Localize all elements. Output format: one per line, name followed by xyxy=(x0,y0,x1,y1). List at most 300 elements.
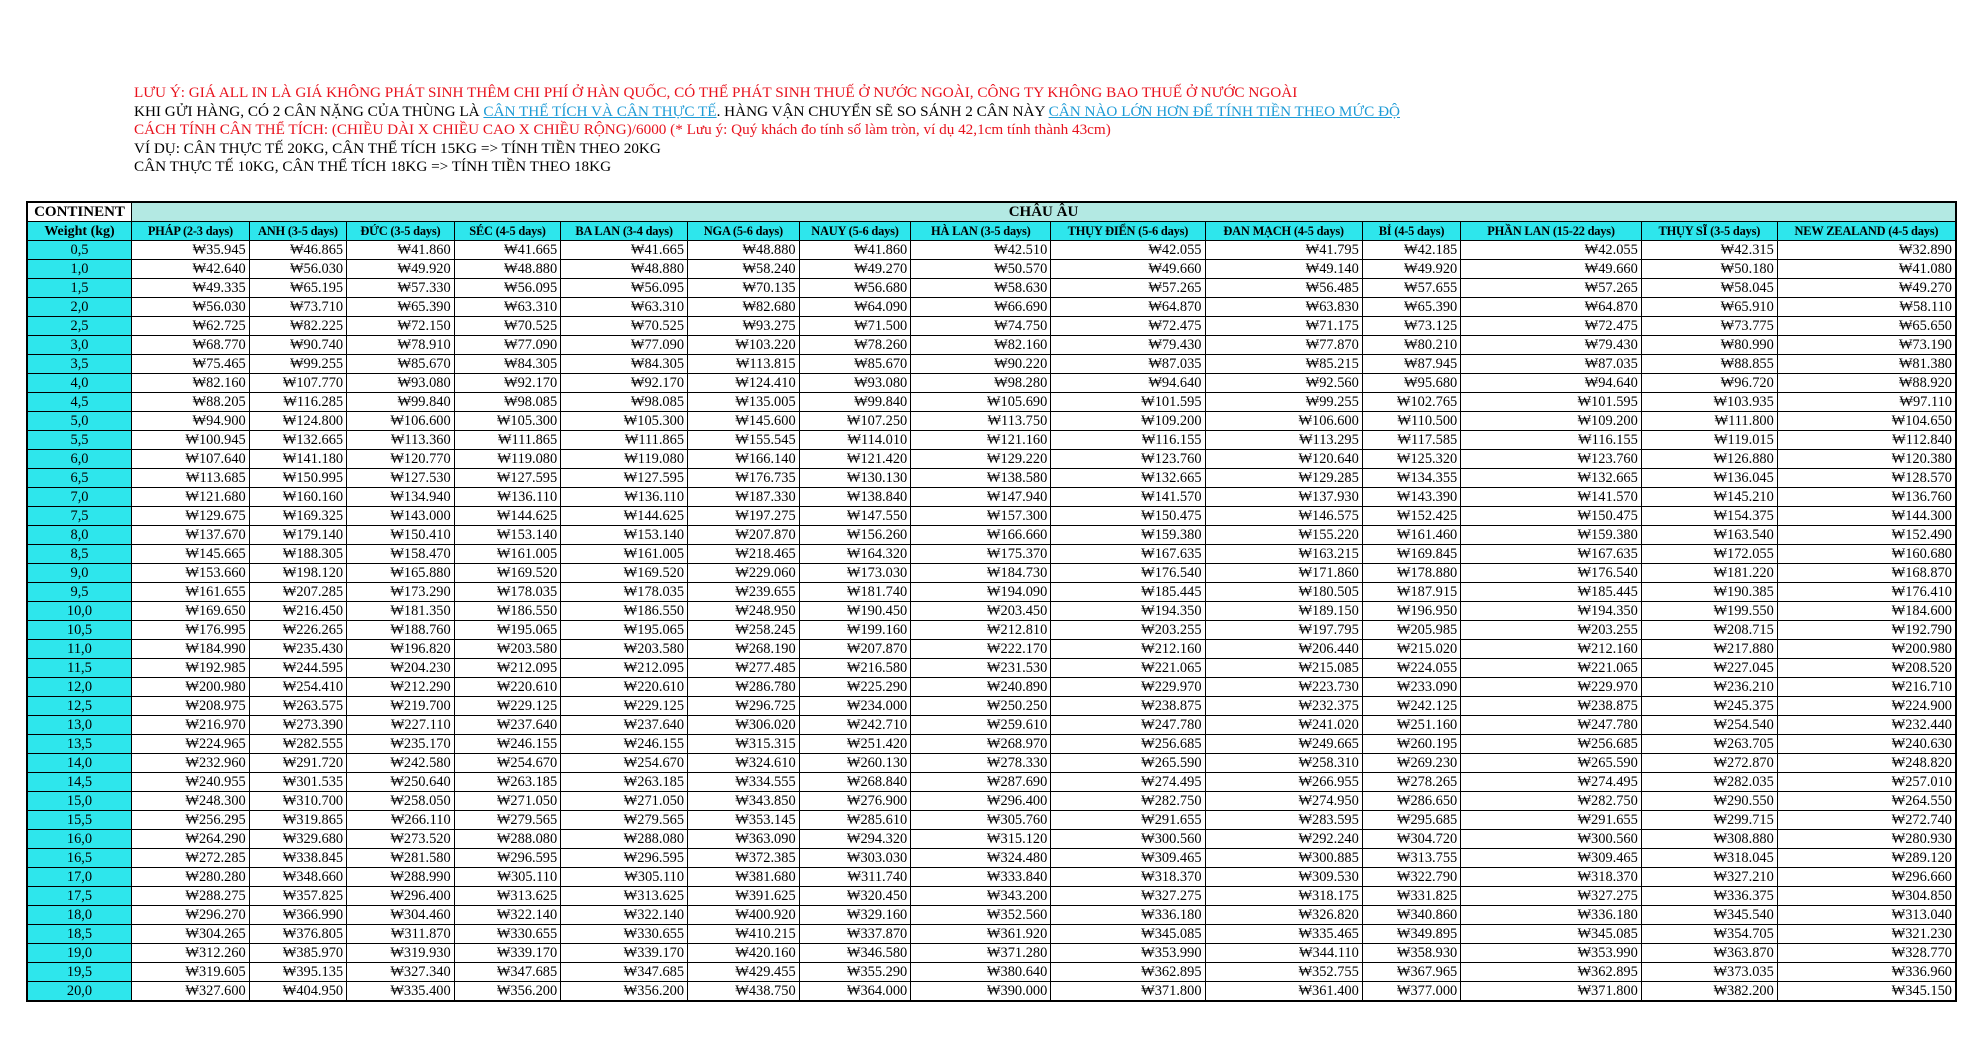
price-cell: ₩313.040 xyxy=(1777,906,1956,925)
volumetric-actual-weight-link[interactable]: CÂN THỂ TÍCH VÀ CÂN THỰC TẾ xyxy=(483,102,717,120)
price-cell: ₩287.690 xyxy=(911,773,1051,792)
price-cell: ₩254.540 xyxy=(1641,716,1777,735)
price-cell: ₩208.975 xyxy=(132,697,250,716)
price-cell: ₩361.920 xyxy=(911,925,1051,944)
table-row xyxy=(27,279,1956,298)
price-cell: ₩335.400 xyxy=(347,982,455,1002)
price-cell: ₩160.160 xyxy=(249,488,346,507)
price-cell: ₩240.955 xyxy=(132,773,250,792)
price-cell: ₩246.155 xyxy=(561,735,688,754)
price-cell: ₩111.800 xyxy=(1641,412,1777,431)
price-cell: ₩233.090 xyxy=(1362,678,1460,697)
price-cell: ₩329.160 xyxy=(799,906,911,925)
price-cell: ₩203.580 xyxy=(454,640,561,659)
price-cell: ₩268.840 xyxy=(799,773,911,792)
weight-cell: 18,5 xyxy=(27,925,132,944)
price-cell: ₩336.960 xyxy=(1777,963,1956,982)
price-cell: ₩127.595 xyxy=(561,469,688,488)
price-cell: ₩104.650 xyxy=(1777,412,1956,431)
price-cell: ₩313.755 xyxy=(1362,849,1460,868)
country-header-thuy-si: THỤY SĨ (3-5 days) xyxy=(1641,222,1777,241)
price-cell: ₩56.095 xyxy=(561,279,688,298)
price-cell: ₩184.730 xyxy=(911,564,1051,583)
weight-cell: 3,5 xyxy=(27,355,132,374)
table-row xyxy=(27,431,1956,450)
price-cell: ₩272.285 xyxy=(132,849,250,868)
table-row xyxy=(27,735,1956,754)
price-cell: ₩75.465 xyxy=(132,355,250,374)
price-cell: ₩288.080 xyxy=(561,830,688,849)
price-cell: ₩372.385 xyxy=(688,849,800,868)
price-cell: ₩41.860 xyxy=(347,241,455,260)
price-cell: ₩155.220 xyxy=(1205,526,1362,545)
price-cell: ₩256.685 xyxy=(1051,735,1205,754)
price-cell: ₩113.815 xyxy=(688,355,800,374)
weight-cell: 13,5 xyxy=(27,735,132,754)
note-two-weights xyxy=(134,103,1400,122)
price-cell: ₩264.290 xyxy=(132,830,250,849)
price-cell: ₩128.570 xyxy=(1777,469,1956,488)
country-header-anh: ANH (3-5 days) xyxy=(249,222,346,241)
price-cell: ₩348.660 xyxy=(249,868,346,887)
price-cell: ₩80.210 xyxy=(1362,336,1460,355)
price-cell: ₩282.750 xyxy=(1461,792,1642,811)
price-cell: ₩153.140 xyxy=(454,526,561,545)
price-cell: ₩41.080 xyxy=(1777,260,1956,279)
price-cell: ₩180.505 xyxy=(1205,583,1362,602)
price-cell: ₩282.750 xyxy=(1051,792,1205,811)
price-cell: ₩178.035 xyxy=(454,583,561,602)
price-cell: ₩113.685 xyxy=(132,469,250,488)
weight-cell: 14,0 xyxy=(27,754,132,773)
price-cell: ₩247.780 xyxy=(1051,716,1205,735)
price-cell: ₩363.870 xyxy=(1641,944,1777,963)
price-cell: ₩105.300 xyxy=(561,412,688,431)
price-cell: ₩199.160 xyxy=(799,621,911,640)
price-cell: ₩251.160 xyxy=(1362,716,1460,735)
price-cell: ₩232.375 xyxy=(1205,697,1362,716)
price-cell: ₩80.990 xyxy=(1641,336,1777,355)
price-cell: ₩282.555 xyxy=(249,735,346,754)
price-cell: ₩400.920 xyxy=(688,906,800,925)
price-cell: ₩328.770 xyxy=(1777,944,1956,963)
price-cell: ₩113.360 xyxy=(347,431,455,450)
price-cell: ₩299.715 xyxy=(1641,811,1777,830)
price-cell: ₩143.000 xyxy=(347,507,455,526)
price-cell: ₩119.080 xyxy=(561,450,688,469)
price-cell: ₩58.045 xyxy=(1641,279,1777,298)
price-cell: ₩49.270 xyxy=(799,260,911,279)
price-cell: ₩304.460 xyxy=(347,906,455,925)
price-cell: ₩96.720 xyxy=(1641,374,1777,393)
table-row xyxy=(27,944,1956,963)
price-cell: ₩57.330 xyxy=(347,279,455,298)
price-cell: ₩120.770 xyxy=(347,450,455,469)
price-cell: ₩107.770 xyxy=(249,374,346,393)
price-cell: ₩179.140 xyxy=(249,526,346,545)
weight-cell: 5,5 xyxy=(27,431,132,450)
price-cell: ₩254.410 xyxy=(249,678,346,697)
price-cell: ₩144.300 xyxy=(1777,507,1956,526)
price-cell: ₩192.790 xyxy=(1777,621,1956,640)
price-cell: ₩120.380 xyxy=(1777,450,1956,469)
price-cell: ₩322.790 xyxy=(1362,868,1460,887)
price-cell: ₩322.140 xyxy=(454,906,561,925)
price-cell: ₩200.980 xyxy=(1777,640,1956,659)
price-cell: ₩146.575 xyxy=(1205,507,1362,526)
weight-cell: 16,5 xyxy=(27,849,132,868)
table-row xyxy=(27,469,1956,488)
price-cell: ₩116.155 xyxy=(1051,431,1205,450)
price-cell: ₩116.285 xyxy=(249,393,346,412)
price-cell: ₩263.185 xyxy=(454,773,561,792)
price-cell: ₩279.565 xyxy=(454,811,561,830)
price-cell: ₩123.760 xyxy=(1051,450,1205,469)
weight-cell: 6,0 xyxy=(27,450,132,469)
price-cell: ₩229.060 xyxy=(688,564,800,583)
price-cell: ₩258.245 xyxy=(688,621,800,640)
price-cell: ₩92.170 xyxy=(561,374,688,393)
price-cell: ₩196.820 xyxy=(347,640,455,659)
price-cell: ₩285.610 xyxy=(799,811,911,830)
price-cell: ₩85.215 xyxy=(1205,355,1362,374)
price-cell: ₩154.375 xyxy=(1641,507,1777,526)
price-cell: ₩124.410 xyxy=(688,374,800,393)
price-cell: ₩357.825 xyxy=(249,887,346,906)
price-cell: ₩65.390 xyxy=(347,298,455,317)
price-cell: ₩373.035 xyxy=(1641,963,1777,982)
price-cell: ₩114.010 xyxy=(799,431,911,450)
price-cell: ₩288.080 xyxy=(454,830,561,849)
price-cell: ₩203.255 xyxy=(1461,621,1642,640)
price-cell: ₩305.110 xyxy=(454,868,561,887)
price-cell: ₩250.640 xyxy=(347,773,455,792)
price-cell: ₩239.655 xyxy=(688,583,800,602)
price-cell: ₩304.720 xyxy=(1362,830,1460,849)
price-cell: ₩195.065 xyxy=(454,621,561,640)
price-cell: ₩381.680 xyxy=(688,868,800,887)
price-cell: ₩258.050 xyxy=(347,792,455,811)
price-cell: ₩147.940 xyxy=(911,488,1051,507)
price-cell: ₩74.750 xyxy=(911,317,1051,336)
price-cell: ₩205.985 xyxy=(1362,621,1460,640)
table-row xyxy=(27,773,1956,792)
weight-cell: 2,5 xyxy=(27,317,132,336)
price-cell: ₩331.825 xyxy=(1362,887,1460,906)
price-cell: ₩166.140 xyxy=(688,450,800,469)
price-cell: ₩77.090 xyxy=(454,336,561,355)
price-cell: ₩203.580 xyxy=(561,640,688,659)
price-cell: ₩358.930 xyxy=(1362,944,1460,963)
price-cell: ₩240.630 xyxy=(1777,735,1956,754)
price-cell: ₩336.180 xyxy=(1051,906,1205,925)
price-cell: ₩200.980 xyxy=(132,678,250,697)
price-cell: ₩95.680 xyxy=(1362,374,1460,393)
weight-cell: 12,5 xyxy=(27,697,132,716)
price-cell: ₩164.320 xyxy=(799,545,911,564)
table-row xyxy=(27,925,1956,944)
price-cell: ₩132.665 xyxy=(1461,469,1642,488)
price-cell: ₩166.660 xyxy=(911,526,1051,545)
price-cell: ₩251.420 xyxy=(799,735,911,754)
price-cell: ₩135.005 xyxy=(688,393,800,412)
price-cell: ₩385.970 xyxy=(249,944,346,963)
price-cell: ₩62.725 xyxy=(132,317,250,336)
price-cell: ₩215.085 xyxy=(1205,659,1362,678)
table-row xyxy=(27,564,1956,583)
price-cell: ₩181.740 xyxy=(799,583,911,602)
price-cell: ₩196.950 xyxy=(1362,602,1460,621)
price-cell: ₩111.865 xyxy=(454,431,561,450)
price-cell: ₩42.510 xyxy=(911,241,1051,260)
price-cell: ₩219.700 xyxy=(347,697,455,716)
price-cell: ₩194.350 xyxy=(1461,602,1642,621)
price-cell: ₩112.840 xyxy=(1777,431,1956,450)
weight-cell: 3,0 xyxy=(27,336,132,355)
price-cell: ₩163.215 xyxy=(1205,545,1362,564)
note-all-in-price: LƯU Ý: GIÁ ALL IN LÀ GIÁ KHÔNG PHÁT SINH THÊM CHI PHÍ Ở HÀN QUỐC, CÓ THỂ PHÁT SINH THUẾ Ở NƯỚC NGOÀI, CÔNG TY KHÔNG BAO THUẾ Ở NƯỚC NGOÀI xyxy=(134,84,1298,101)
price-cell: ₩116.155 xyxy=(1461,431,1642,450)
price-cell: ₩134.940 xyxy=(347,488,455,507)
price-cell: ₩271.050 xyxy=(561,792,688,811)
price-cell: ₩136.045 xyxy=(1641,469,1777,488)
price-cell: ₩64.090 xyxy=(799,298,911,317)
price-cell: ₩364.000 xyxy=(799,982,911,1002)
table-row xyxy=(27,583,1956,602)
price-cell: ₩327.275 xyxy=(1461,887,1642,906)
price-cell: ₩192.985 xyxy=(132,659,250,678)
price-cell: ₩231.530 xyxy=(911,659,1051,678)
price-cell: ₩356.200 xyxy=(561,982,688,1002)
price-cell: ₩244.595 xyxy=(249,659,346,678)
price-cell: ₩98.280 xyxy=(911,374,1051,393)
price-cell: ₩300.885 xyxy=(1205,849,1362,868)
price-cell: ₩237.640 xyxy=(561,716,688,735)
notes-block xyxy=(134,84,1400,177)
price-cell: ₩103.935 xyxy=(1641,393,1777,412)
weight-cell: 15,5 xyxy=(27,811,132,830)
price-cell: ₩249.665 xyxy=(1205,735,1362,754)
price-cell: ₩286.650 xyxy=(1362,792,1460,811)
price-cell: ₩73.125 xyxy=(1362,317,1460,336)
price-cell: ₩280.280 xyxy=(132,868,250,887)
price-cell: ₩136.110 xyxy=(561,488,688,507)
price-cell: ₩99.840 xyxy=(347,393,455,412)
price-cell: ₩188.305 xyxy=(249,545,346,564)
price-cell: ₩150.475 xyxy=(1461,507,1642,526)
larger-weight-link[interactable]: CÂN NÀO LỚN HƠN ĐỂ TÍNH TIỀN THEO MỨC ĐỘ xyxy=(1048,102,1400,120)
price-cell: ₩141.570 xyxy=(1461,488,1642,507)
weight-cell: 11,0 xyxy=(27,640,132,659)
table-row xyxy=(27,906,1956,925)
price-cell: ₩313.625 xyxy=(561,887,688,906)
price-cell: ₩85.670 xyxy=(347,355,455,374)
price-cell: ₩291.655 xyxy=(1051,811,1205,830)
price-cell: ₩63.310 xyxy=(454,298,561,317)
price-cell: ₩294.320 xyxy=(799,830,911,849)
price-cell: ₩208.520 xyxy=(1777,659,1956,678)
price-cell: ₩215.020 xyxy=(1362,640,1460,659)
price-cell: ₩49.270 xyxy=(1777,279,1956,298)
price-cell: ₩109.200 xyxy=(1051,412,1205,431)
continent-header-row xyxy=(27,202,1956,222)
country-header-sec: SÉC (4-5 days) xyxy=(454,222,561,241)
price-cell: ₩58.110 xyxy=(1777,298,1956,317)
price-cell: ₩138.580 xyxy=(911,469,1051,488)
price-cell: ₩101.595 xyxy=(1051,393,1205,412)
price-cell: ₩318.370 xyxy=(1051,868,1205,887)
price-cell: ₩327.210 xyxy=(1641,868,1777,887)
price-cell: ₩296.595 xyxy=(561,849,688,868)
price-cell: ₩50.180 xyxy=(1641,260,1777,279)
price-cell: ₩127.595 xyxy=(454,469,561,488)
weight-cell: 6,5 xyxy=(27,469,132,488)
price-cell: ₩120.640 xyxy=(1205,450,1362,469)
price-cell: ₩268.190 xyxy=(688,640,800,659)
price-cell: ₩68.770 xyxy=(132,336,250,355)
price-cell: ₩266.955 xyxy=(1205,773,1362,792)
price-cell: ₩72.475 xyxy=(1051,317,1205,336)
price-cell: ₩110.500 xyxy=(1362,412,1460,431)
price-cell: ₩361.400 xyxy=(1205,982,1362,1002)
price-cell: ₩163.540 xyxy=(1641,526,1777,545)
price-cell: ₩410.215 xyxy=(688,925,800,944)
price-cell: ₩354.705 xyxy=(1641,925,1777,944)
country-header-nauy: NAUY (5-6 days) xyxy=(799,222,911,241)
table-row xyxy=(27,488,1956,507)
price-cell: ₩295.685 xyxy=(1362,811,1460,830)
price-cell: ₩73.775 xyxy=(1641,317,1777,336)
price-cell: ₩181.220 xyxy=(1641,564,1777,583)
price-cell: ₩184.990 xyxy=(132,640,250,659)
price-cell: ₩278.330 xyxy=(911,754,1051,773)
price-cell: ₩155.545 xyxy=(688,431,800,450)
table-row xyxy=(27,963,1956,982)
price-cell: ₩280.930 xyxy=(1777,830,1956,849)
price-cell: ₩260.130 xyxy=(799,754,911,773)
price-cell: ₩212.095 xyxy=(561,659,688,678)
price-cell: ₩169.845 xyxy=(1362,545,1460,564)
price-cell: ₩272.740 xyxy=(1777,811,1956,830)
price-cell: ₩324.610 xyxy=(688,754,800,773)
price-cell: ₩224.965 xyxy=(132,735,250,754)
price-cell: ₩326.820 xyxy=(1205,906,1362,925)
price-cell: ₩65.195 xyxy=(249,279,346,298)
country-header-phan-lan: PHẦN LAN (15-22 days) xyxy=(1461,222,1642,241)
price-cell: ₩152.490 xyxy=(1777,526,1956,545)
price-cell: ₩178.880 xyxy=(1362,564,1460,583)
price-cell: ₩234.000 xyxy=(799,697,911,716)
price-cell: ₩150.410 xyxy=(347,526,455,545)
price-cell: ₩347.685 xyxy=(561,963,688,982)
price-cell: ₩247.780 xyxy=(1461,716,1642,735)
table-row xyxy=(27,621,1956,640)
table-row xyxy=(27,355,1956,374)
price-cell: ₩371.800 xyxy=(1461,982,1642,1002)
weight-cell: 10,0 xyxy=(27,602,132,621)
price-cell: ₩153.660 xyxy=(132,564,250,583)
price-cell: ₩113.750 xyxy=(911,412,1051,431)
price-cell: ₩286.780 xyxy=(688,678,800,697)
price-cell: ₩199.550 xyxy=(1641,602,1777,621)
price-cell: ₩126.880 xyxy=(1641,450,1777,469)
price-cell: ₩227.110 xyxy=(347,716,455,735)
price-cell: ₩49.660 xyxy=(1051,260,1205,279)
table-row xyxy=(27,336,1956,355)
price-cell: ₩343.850 xyxy=(688,792,800,811)
weight-cell: 14,5 xyxy=(27,773,132,792)
price-cell: ₩160.680 xyxy=(1777,545,1956,564)
weight-cell: 9,0 xyxy=(27,564,132,583)
price-cell: ₩168.870 xyxy=(1777,564,1956,583)
price-cell: ₩339.170 xyxy=(561,944,688,963)
price-cell: ₩291.655 xyxy=(1461,811,1642,830)
price-cell: ₩42.055 xyxy=(1051,241,1205,260)
price-cell: ₩330.655 xyxy=(561,925,688,944)
table-row xyxy=(27,792,1956,811)
price-cell: ₩64.870 xyxy=(1051,298,1205,317)
price-cell: ₩134.355 xyxy=(1362,469,1460,488)
price-cell: ₩109.200 xyxy=(1461,412,1642,431)
price-cell: ₩81.380 xyxy=(1777,355,1956,374)
price-cell: ₩225.290 xyxy=(799,678,911,697)
price-cell: ₩216.450 xyxy=(249,602,346,621)
price-cell: ₩82.680 xyxy=(688,298,800,317)
price-cell: ₩42.640 xyxy=(132,260,250,279)
price-cell: ₩217.880 xyxy=(1641,640,1777,659)
price-cell: ₩229.125 xyxy=(561,697,688,716)
price-cell: ₩137.930 xyxy=(1205,488,1362,507)
price-cell: ₩88.855 xyxy=(1641,355,1777,374)
price-cell: ₩41.860 xyxy=(799,241,911,260)
price-cell: ₩257.010 xyxy=(1777,773,1956,792)
price-cell: ₩161.005 xyxy=(454,545,561,564)
table-row xyxy=(27,374,1956,393)
price-cell: ₩71.175 xyxy=(1205,317,1362,336)
note-example-2: CÂN THỰC TẾ 10KG, CÂN THỂ TÍCH 18KG => TÍNH TIỀN THEO 18KG xyxy=(134,158,612,176)
price-cell: ₩322.140 xyxy=(561,906,688,925)
price-cell: ₩70.525 xyxy=(454,317,561,336)
price-cell: ₩185.445 xyxy=(1461,583,1642,602)
price-cell: ₩265.590 xyxy=(1461,754,1642,773)
weight-cell: 19,0 xyxy=(27,944,132,963)
price-cell: ₩327.600 xyxy=(132,982,250,1002)
price-cell: ₩94.640 xyxy=(1051,374,1205,393)
price-cell: ₩289.120 xyxy=(1777,849,1956,868)
weight-cell: 7,0 xyxy=(27,488,132,507)
price-cell: ₩429.455 xyxy=(688,963,800,982)
weight-cell: 7,5 xyxy=(27,507,132,526)
price-cell: ₩318.175 xyxy=(1205,887,1362,906)
price-cell: ₩106.600 xyxy=(347,412,455,431)
price-cell: ₩218.465 xyxy=(688,545,800,564)
weight-cell: 11,5 xyxy=(27,659,132,678)
table-row xyxy=(27,811,1956,830)
price-cell: ₩334.555 xyxy=(688,773,800,792)
price-cell: ₩335.465 xyxy=(1205,925,1362,944)
price-cell: ₩93.080 xyxy=(799,374,911,393)
price-cell: ₩137.670 xyxy=(132,526,250,545)
price-cell: ₩336.375 xyxy=(1641,887,1777,906)
price-cell: ₩227.045 xyxy=(1641,659,1777,678)
price-cell: ₩256.685 xyxy=(1461,735,1642,754)
price-cell: ₩208.715 xyxy=(1641,621,1777,640)
price-cell: ₩169.325 xyxy=(249,507,346,526)
price-cell: ₩216.580 xyxy=(799,659,911,678)
price-cell: ₩336.180 xyxy=(1461,906,1642,925)
price-cell: ₩271.050 xyxy=(454,792,561,811)
price-cell: ₩242.710 xyxy=(799,716,911,735)
